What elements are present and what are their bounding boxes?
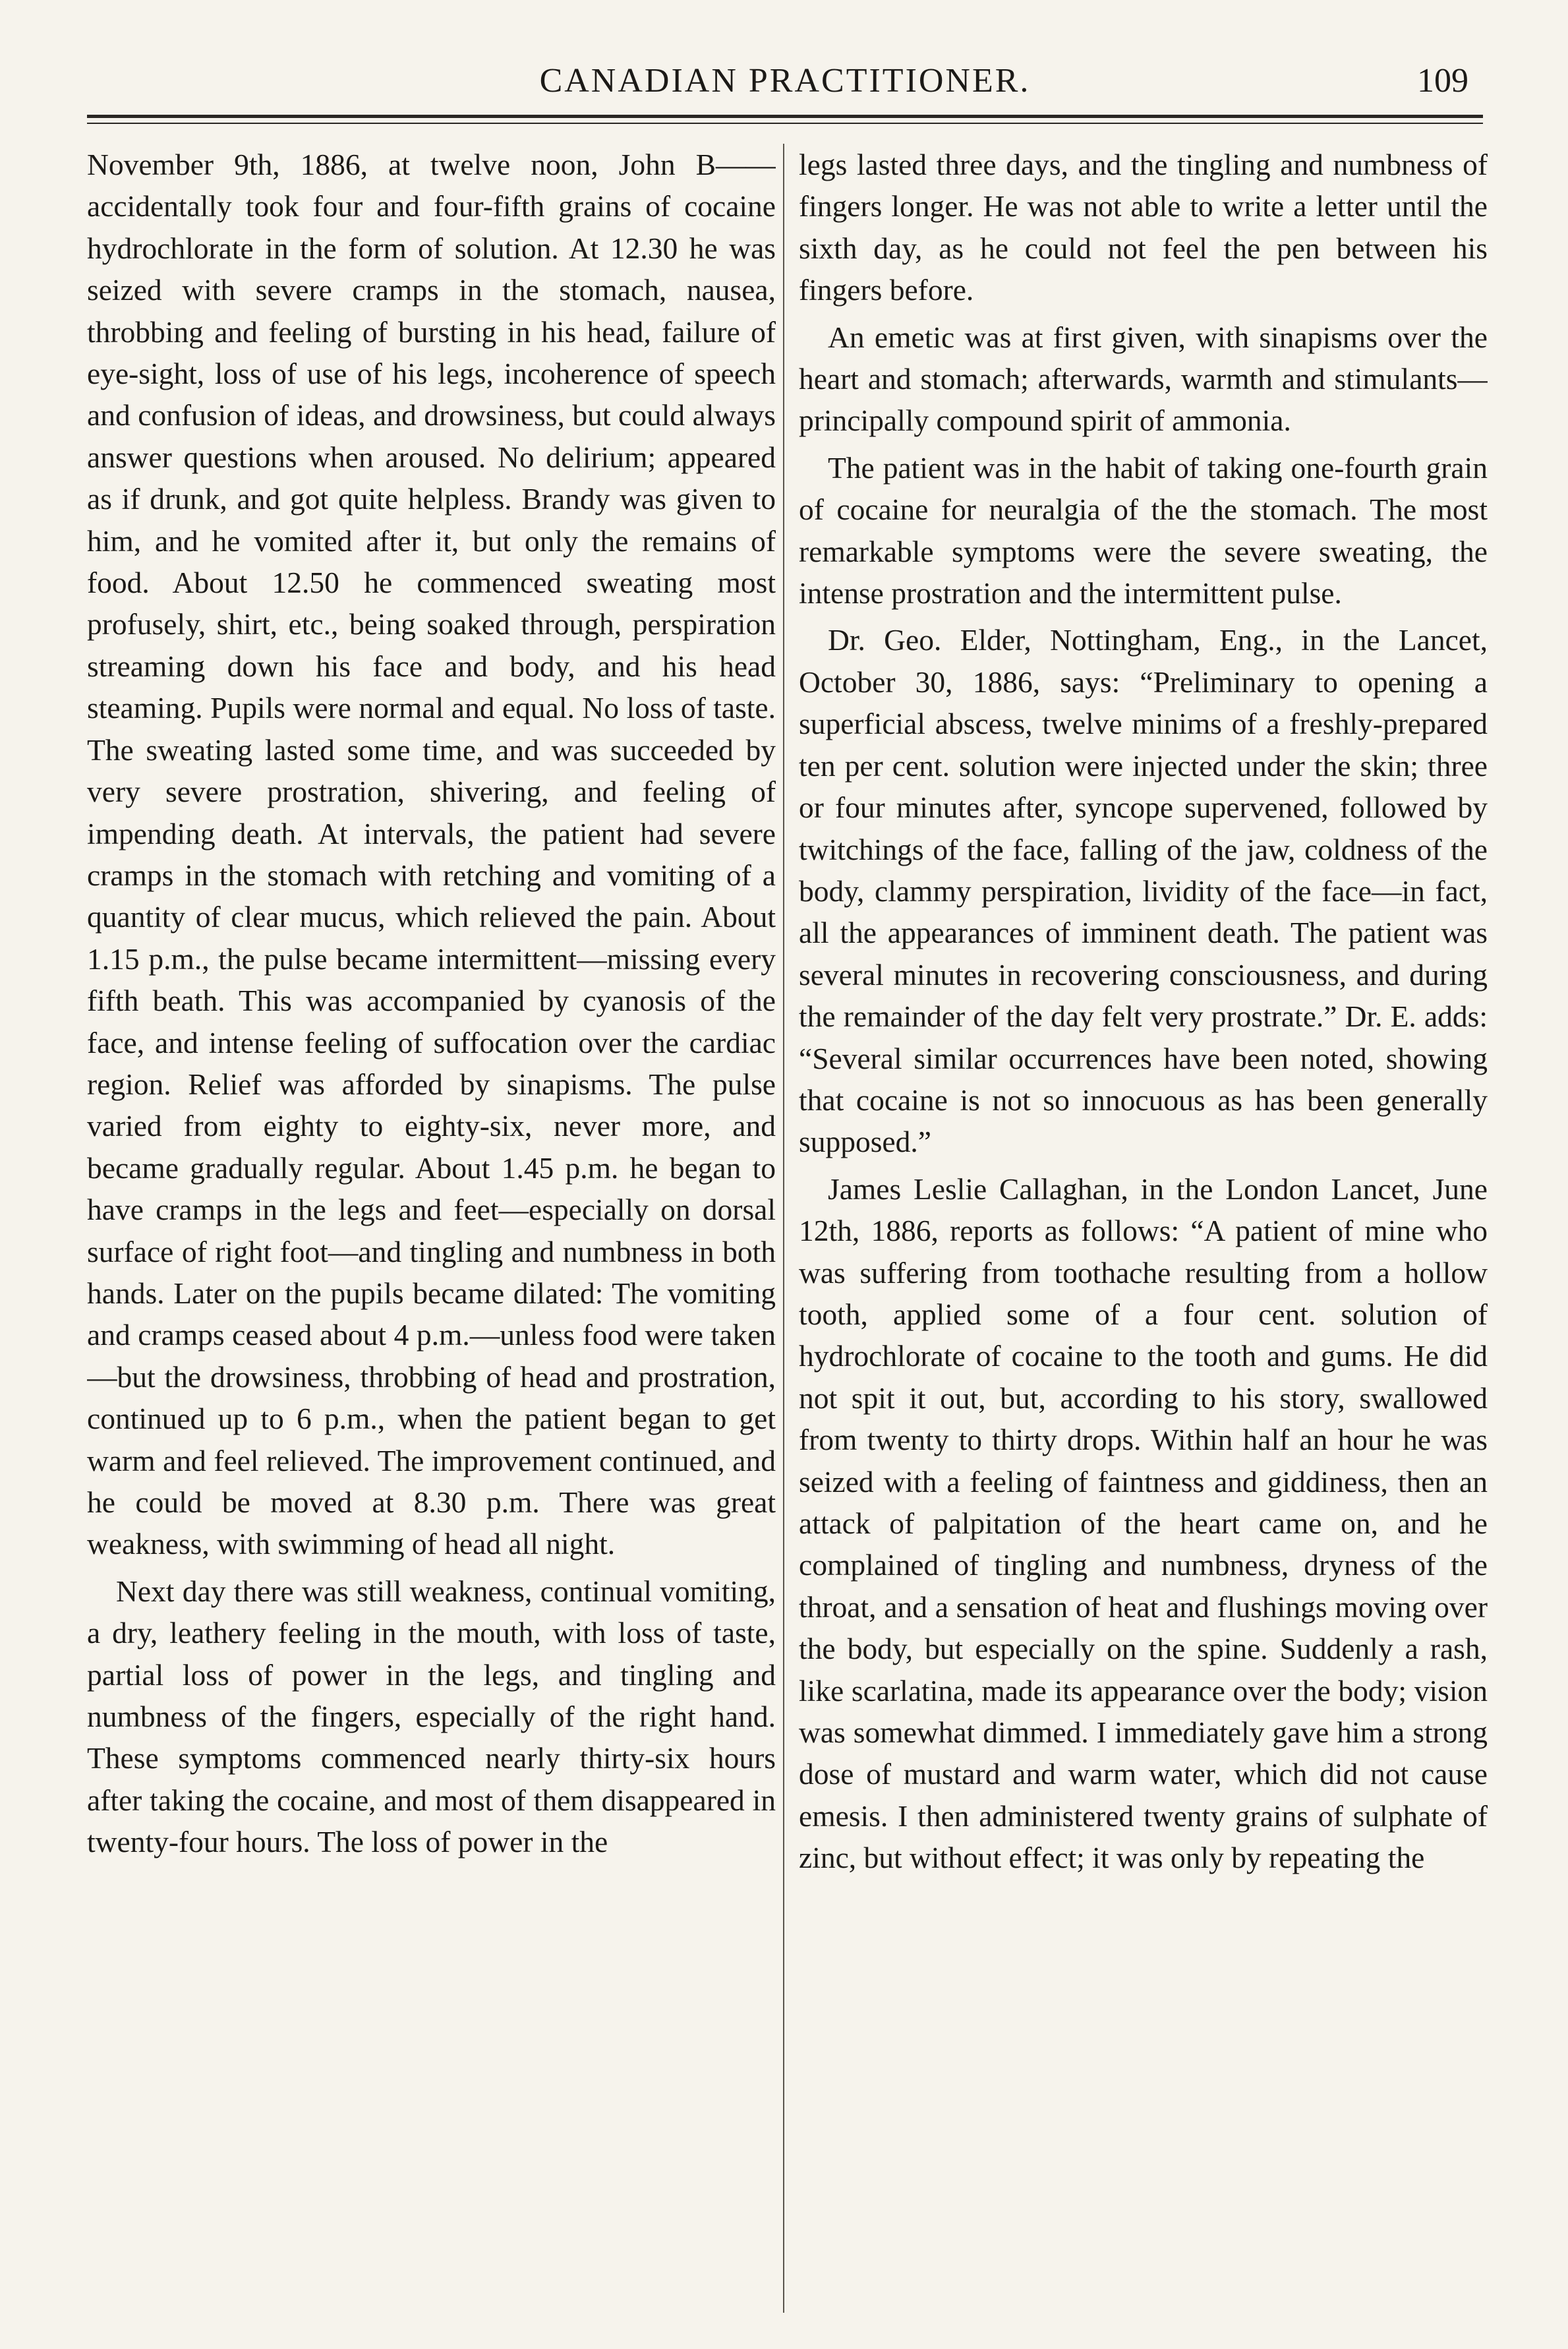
page-number: 109: [1417, 62, 1468, 100]
column-divider: [783, 144, 784, 2313]
header-rule-thick: [87, 115, 1483, 118]
paragraph-callaghan-report: James Leslie Callaghan, in the London Lancet, June 12th, 1886, reports as follows: “A patient of mine who was suffering from toothache resulting from a hollow tooth, applied some of a four cent. solution of hydrochlorate of cocaine to the tooth and gums. He did not spit it out, but, according to his story, swallowed from twenty to thirty drops. Within half an hour he was seized with a feeling of faintness and giddiness, then an attack of palpitation of the heart came on, and he complained of tingling and numbness, dryness of the throat, and a sensation of heat and flushings moving over the body, but especially on the spine. Suddenly a rash, like scarlatina, made its appearance over the body; vision was somewhat dimmed. I immediately gave him a strong dose of mustard and warm water, which did not cause emesis. I then administered twenty grains of sulphate of zinc, but without effect; it was only by repeating the: [799, 1172, 1488, 1875]
left-column: [87, 144, 776, 2313]
paragraph-continuation: legs lasted three days, and the tingling and numbness of fingers longer. He was not able to write a letter until the sixth day, as he could not feel the pen between his fingers before.: [799, 148, 1488, 307]
paragraph-treatment: An emetic was at first given, with sinapisms over the heart and stomach; afterwards, warmth and stimulants—principally compound spirit of ammonia.: [799, 320, 1488, 438]
paragraph-case-report: November 9th, 1886, at twelve noon, John B—— accidentally took four and four-fifth grains of cocaine hydrochlorate in the form of solution. At 12.30 he was seized with severe cramps in the stomach, nausea, throbbing and feeling of bursting in his head, failure of eye-sight, loss of use of his legs, incoherence of speech and confusion of ideas, and drowsiness, but could always answer questions when aroused. No delirium; appeared as if drunk, and got quite helpless. Brandy was given to him, and he vomited after it, but only the remains of food. About 12.50 he commenced sweating most profusely, shirt, etc., being soaked through, perspiration streaming down his face and body, and his head steaming. Pupils were normal and equal. No loss of taste. The sweating lasted some time, and was succeeded by very severe prostration, shivering, and feeling of impending death. At intervals, the patient had severe cramps in the stomach with retching and vomiting of a quantity of clear mucus, which relieved the pain. About 1.15 p.m., the pulse became intermittent—missing every fifth beath. This was accompanied by cyanosis of the face, and intense feeling of suffocation over the cardiac region. Relief was afforded by sinapisms. The pulse varied from eighty to eighty-six, never more, and became gradually regular. About 1.45 p.m. he began to have cramps in the legs and feet—especially on dorsal surface of right foot—and tingling and numbness in both hands. Later on the pupils became dilated: The vomiting and cramps ceased about 4 p.m.—unless food were taken—but the drowsiness, throbbing of head and prostration, continued up to 6 p.m., when the patient began to get warm and feel relieved. The improvement continued, and he could be moved at 8.30 p.m. There was great weakness, with swimming of head all night.: [87, 148, 776, 1561]
paragraph-elder-report: Dr. Geo. Elder, Nottingham, Eng., in the Lancet, October 30, 1886, says: “Preliminary to opening a superficial abscess, twelve minims of a freshly-prepared ten per cent. solution were injected under the skin; three or four minutes after, syncope supervened, followed by twitchings of the face, falling of the jaw, coldness of the body, clammy perspiration, lividity of the face—in fact, all the appearances of imminent death. The patient was several minutes in recovering consciousness, and during the remainder of the day felt very prostrate.” Dr. E. adds: “Several similar occurrences have been noted, showing that cocaine is not so innocuous as has been generally supposed.”: [799, 623, 1488, 1159]
header-rule-thin: [87, 123, 1483, 124]
paragraph-next-day: Next day there was still weakness, continual vomiting, a dry, leathery feeling in the mouth, with loss of taste, partial loss of power in the legs, and tingling and numbness of the fingers, especially of the right hand. These symptoms commenced nearly thirty-six hours after taking the cocaine, and most of them disappeared in twenty-four hours. The loss of power in the: [87, 1574, 776, 1859]
running-head: [87, 58, 1483, 112]
journal-title: CANADIAN PRACTITIONER.: [539, 62, 1031, 100]
right-column: [799, 144, 1488, 2313]
paragraph-habit: The patient was in the habit of taking one-fourth grain of cocaine for neuralgia of the the stomach. The most remarkable symptoms were the severe sweating, the intense prostration and the intermittent pulse.: [799, 450, 1488, 610]
